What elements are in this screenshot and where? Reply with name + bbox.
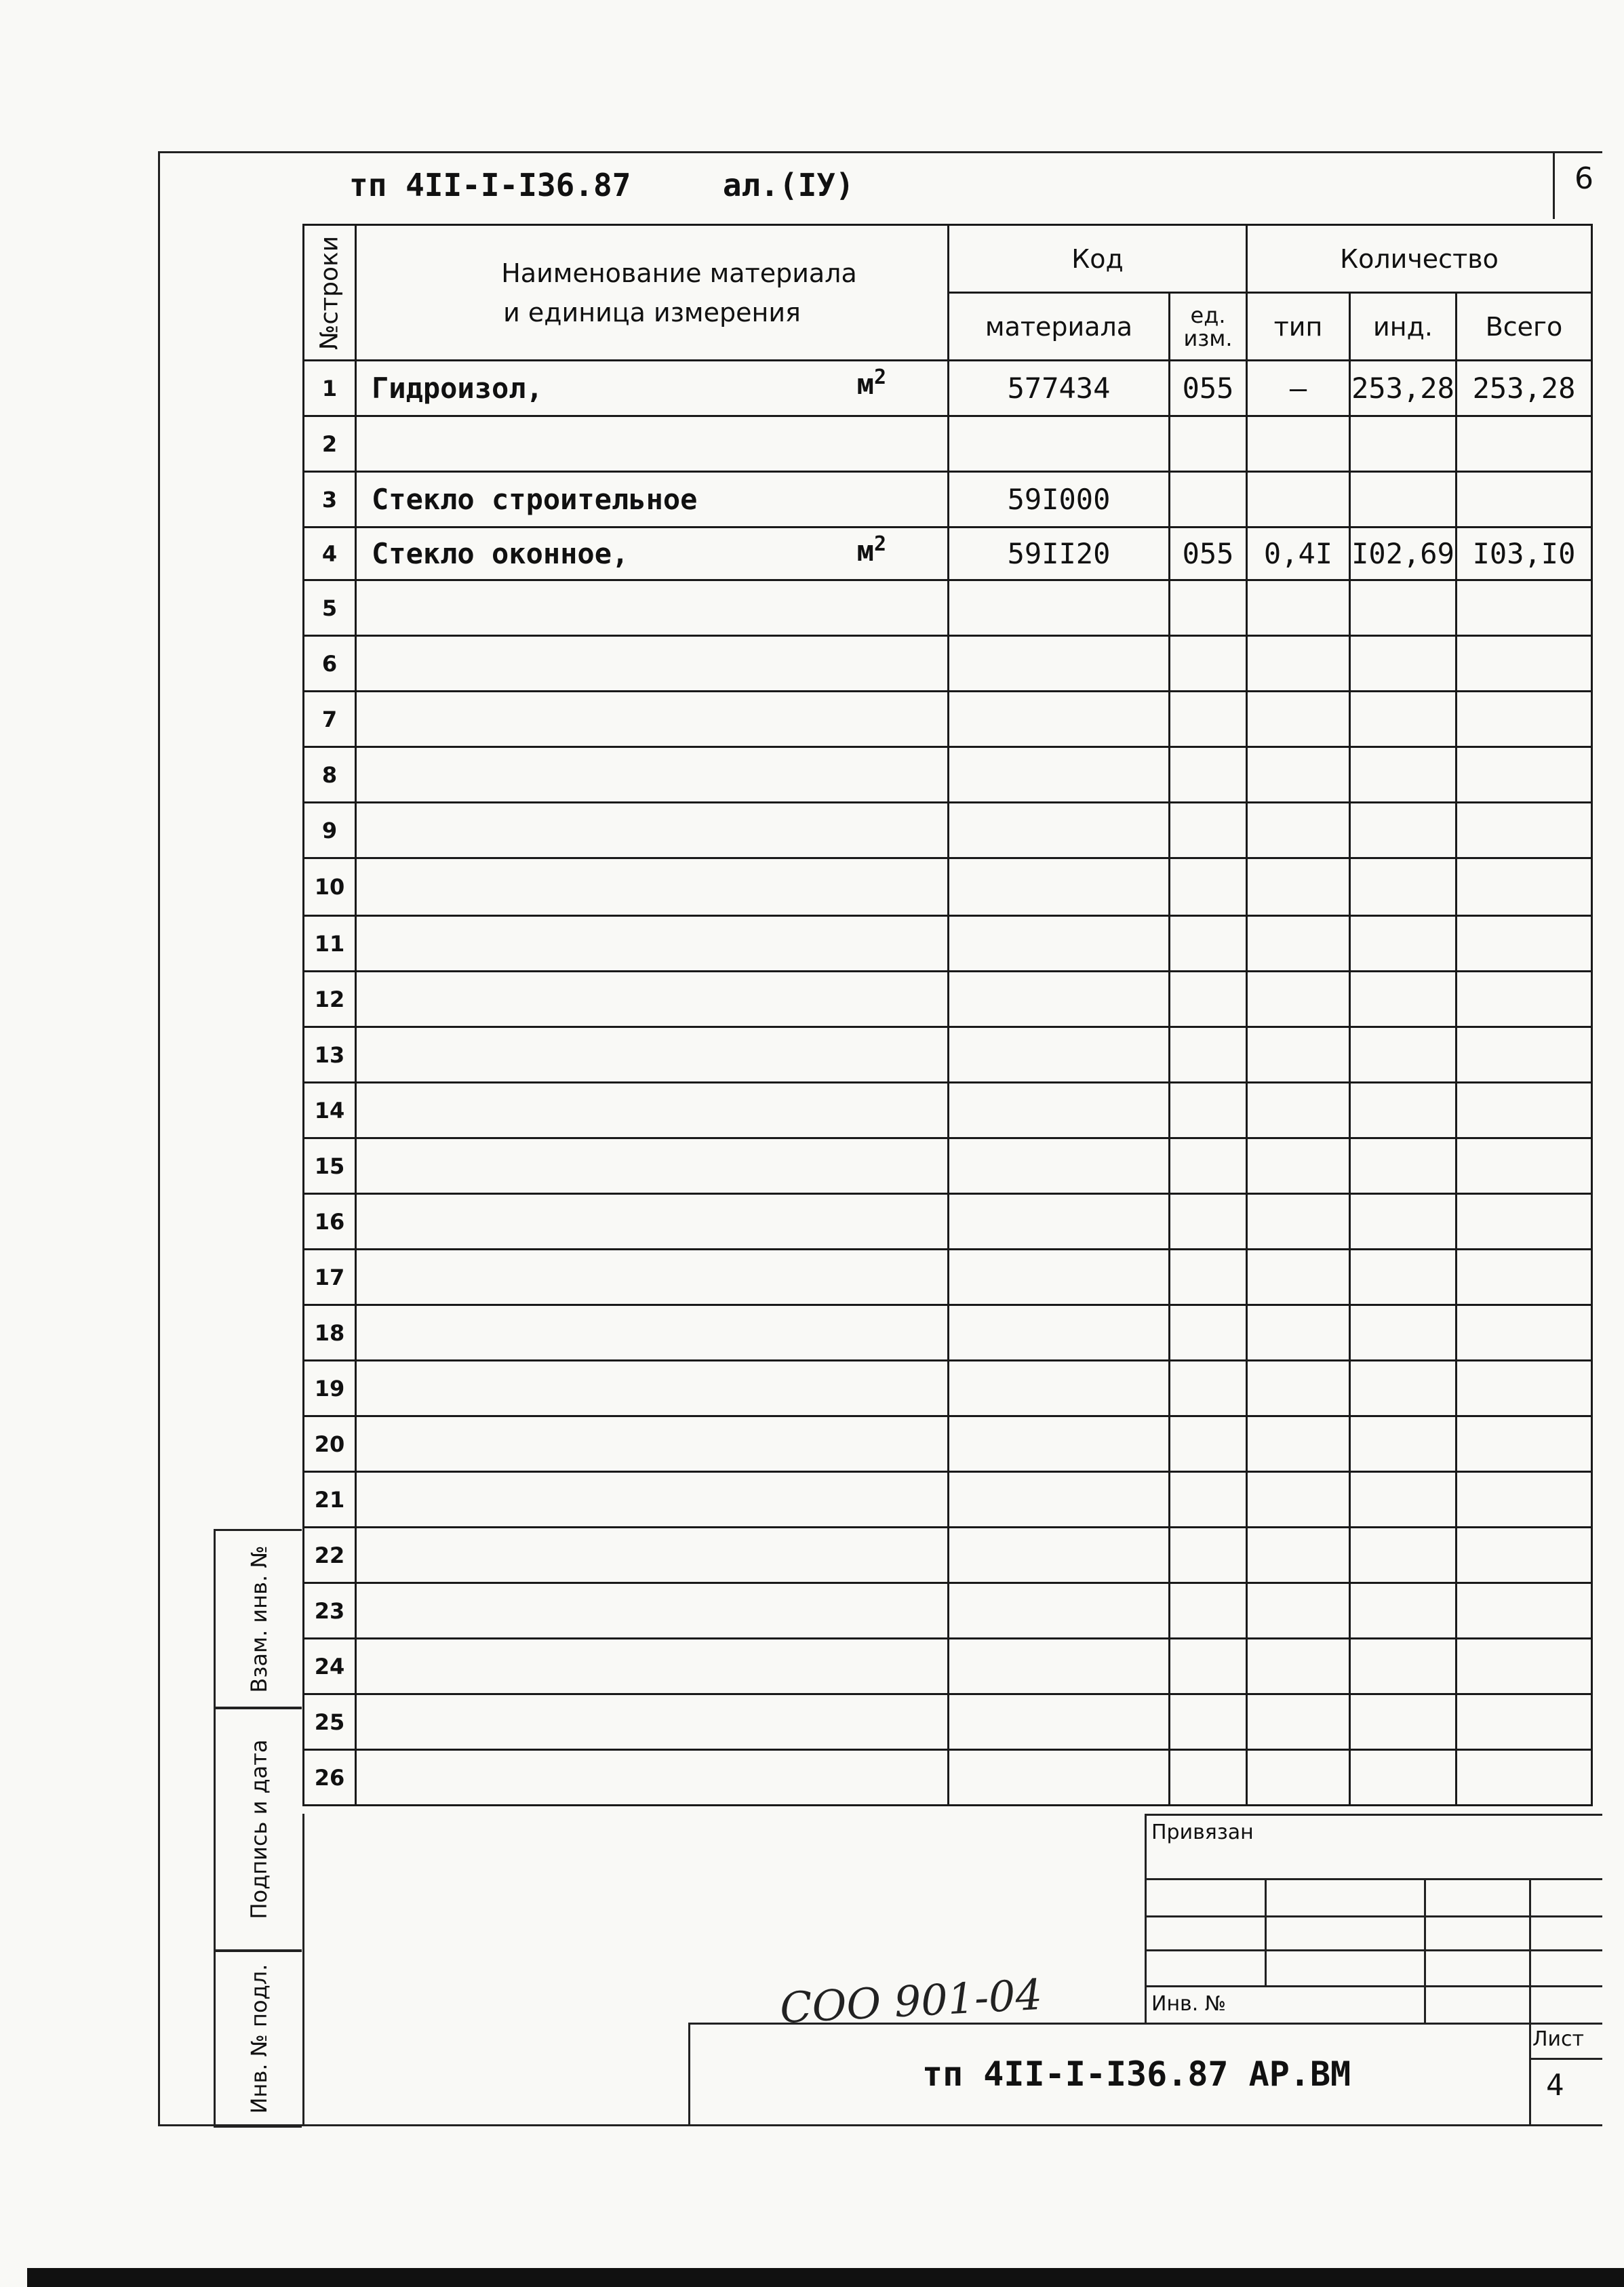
material-code (949, 1583, 1170, 1639)
title-line-1 (1145, 1878, 1602, 1880)
scan-edge-bar (27, 2268, 1624, 2287)
material-name (356, 361, 949, 416)
qty-type (1247, 1083, 1350, 1138)
qty-total (1457, 747, 1592, 803)
unit-code: 055 (1170, 361, 1247, 416)
material-name (356, 972, 949, 1027)
qty-ind (1350, 472, 1457, 528)
qty-total (1457, 1416, 1592, 1472)
material-name (356, 1083, 949, 1138)
material-code (949, 1083, 1170, 1138)
material-code (949, 1750, 1170, 1806)
unit-code: 055 (1170, 528, 1247, 580)
qty-ind (1350, 1416, 1457, 1472)
table-row (304, 580, 1592, 636)
qty-ind (1350, 858, 1457, 916)
unit-code (1170, 580, 1247, 636)
document-code: тп 4II-I-I36.87 АР.ВМ (922, 2054, 1351, 2094)
table-row (304, 1138, 1592, 1194)
material-code (949, 1250, 1170, 1305)
qty-ind (1350, 1361, 1457, 1416)
unit-code (1170, 1416, 1247, 1472)
table-row (304, 472, 1592, 528)
material-code (949, 1361, 1170, 1416)
material-code (949, 1694, 1170, 1750)
material-code (949, 858, 1170, 916)
qty-type (1247, 1305, 1350, 1361)
header-album: ал.(IУ) (722, 167, 854, 203)
row-number: 3 (304, 472, 356, 528)
unit-code (1170, 692, 1247, 747)
material-name (356, 1528, 949, 1583)
unit-code (1170, 1083, 1247, 1138)
qty-total (1457, 1361, 1592, 1416)
row-number: 22 (304, 1528, 356, 1583)
table-row (304, 858, 1592, 916)
stamp-vzam: Взам. инв. № (214, 1529, 302, 1709)
qty-ind (1350, 636, 1457, 692)
title-left-border (302, 1814, 304, 2126)
qty-ind (1350, 692, 1457, 747)
title-privyazan-left (1145, 1814, 1147, 2024)
material-name (356, 1361, 949, 1416)
material-code (949, 1528, 1170, 1583)
qty-ind (1350, 416, 1457, 472)
unit-code (1170, 1250, 1247, 1305)
header-quantity-group: Количество (1247, 225, 1592, 293)
material-unit (857, 532, 886, 568)
row-number: 15 (304, 1138, 356, 1194)
row-number: 19 (304, 1361, 356, 1416)
table-row (304, 1750, 1592, 1806)
qty-total (1457, 1528, 1592, 1583)
qty-total (1457, 1027, 1592, 1083)
material-name (356, 1250, 949, 1305)
qty-ind (1350, 1639, 1457, 1694)
unit-code (1170, 747, 1247, 803)
unit-exponent: 2 (873, 532, 886, 556)
qty-type (1247, 972, 1350, 1027)
sheet-label: Лист (1532, 2027, 1585, 2051)
row-number: 25 (304, 1694, 356, 1750)
material-name (356, 1472, 949, 1528)
stamp-inv-podl: Инв. № подл. (214, 1950, 302, 2128)
unit-code (1170, 636, 1247, 692)
material-code (949, 916, 1170, 972)
unit-base: м (856, 367, 874, 401)
material-code: 577434 (949, 361, 1170, 416)
qty-total (1457, 1750, 1592, 1806)
qty-ind (1350, 747, 1457, 803)
material-name (356, 472, 949, 528)
material-code (949, 747, 1170, 803)
row-number: 2 (304, 416, 356, 472)
qty-type (1247, 416, 1350, 472)
row-number: 11 (304, 916, 356, 972)
qty-total (1457, 803, 1592, 858)
table-row (304, 1027, 1592, 1083)
material-code (949, 803, 1170, 858)
qty-total: I03,I0 (1457, 528, 1592, 580)
unit-code (1170, 1750, 1247, 1806)
qty-type (1247, 1027, 1350, 1083)
stamp-podpis: Подпись и дата (214, 1707, 302, 1951)
qty-ind (1350, 1083, 1457, 1138)
material-name (356, 916, 949, 972)
qty-total (1457, 472, 1592, 528)
qty-ind (1350, 1027, 1457, 1083)
header-qty-total: Всего (1457, 293, 1592, 361)
unit-code (1170, 1639, 1247, 1694)
material-code (949, 1416, 1170, 1472)
row-number: 18 (304, 1305, 356, 1361)
material-code (949, 972, 1170, 1027)
qty-type: – (1247, 361, 1350, 416)
unit-code (1170, 1027, 1247, 1083)
row-number: 13 (304, 1027, 356, 1083)
unit-code (1170, 803, 1247, 858)
unit-code (1170, 1583, 1247, 1639)
qty-total (1457, 858, 1592, 916)
page-number-divider (1553, 151, 1555, 219)
row-number: 8 (304, 747, 356, 803)
unit-code (1170, 1305, 1247, 1361)
qty-type (1247, 858, 1350, 916)
unit-exponent: 2 (873, 365, 886, 389)
qty-ind (1350, 1138, 1457, 1194)
qty-type (1247, 1639, 1350, 1694)
qty-total (1457, 916, 1592, 972)
material-name (356, 1027, 949, 1083)
qty-ind: I02,69 (1350, 528, 1457, 580)
unit-code (1170, 972, 1247, 1027)
unit-code (1170, 858, 1247, 916)
qty-type (1247, 1250, 1350, 1305)
title-vline-2 (1424, 1878, 1426, 2024)
material-name (356, 1138, 949, 1194)
material-name-text: Стекло строительное (372, 483, 698, 516)
table-row (304, 1083, 1592, 1138)
row-number: 20 (304, 1416, 356, 1472)
handwritten-code: COO 901-04 (778, 1969, 1044, 2033)
qty-ind (1350, 1694, 1457, 1750)
material-name (356, 858, 949, 916)
material-name (356, 580, 949, 636)
unit-code (1170, 1138, 1247, 1194)
unit-base: м (856, 534, 874, 568)
qty-total: 253,28 (1457, 361, 1592, 416)
qty-total (1457, 416, 1592, 472)
materials-table (302, 224, 1593, 1806)
table-row (304, 1416, 1592, 1472)
qty-type (1247, 692, 1350, 747)
qty-type: 0,4I (1247, 528, 1350, 580)
title-line-3 (1145, 1949, 1602, 1951)
material-name (356, 416, 949, 472)
qty-ind (1350, 1583, 1457, 1639)
qty-type (1247, 1528, 1350, 1583)
qty-ind (1350, 972, 1457, 1027)
unit-code (1170, 1472, 1247, 1528)
material-name (356, 1694, 949, 1750)
row-number: 4 (304, 528, 356, 580)
qty-total (1457, 636, 1592, 692)
row-number: 12 (304, 972, 356, 1027)
row-number: 26 (304, 1750, 356, 1806)
material-code (949, 1194, 1170, 1250)
table-row (304, 747, 1592, 803)
unit-code (1170, 1194, 1247, 1250)
row-number: 16 (304, 1194, 356, 1250)
title-vline-3 (1529, 1878, 1531, 2126)
material-name (356, 636, 949, 692)
table-row (304, 1694, 1592, 1750)
table-row (304, 972, 1592, 1027)
material-code (949, 692, 1170, 747)
qty-total (1457, 1083, 1592, 1138)
material-code (949, 636, 1170, 692)
row-number: 10 (304, 858, 356, 916)
header-qty-ind: инд. (1350, 293, 1457, 361)
qty-total (1457, 1138, 1592, 1194)
header-material-name: Наименование материала и единица измерения (356, 225, 949, 361)
material-code (949, 1639, 1170, 1694)
table-row (304, 1583, 1592, 1639)
material-name-text: Гидроизол, (372, 372, 543, 405)
qty-total (1457, 1639, 1592, 1694)
header-code: тп 4II-I-I36.87 (349, 167, 631, 203)
frame-bottom-line (158, 2124, 1602, 2126)
qty-total (1457, 1694, 1592, 1750)
qty-type (1247, 803, 1350, 858)
inv-no-label: Инв. № (1151, 1992, 1227, 2016)
material-name (356, 1416, 949, 1472)
table-row (304, 1250, 1592, 1305)
row-number: 7 (304, 692, 356, 747)
qty-type (1247, 1138, 1350, 1194)
qty-ind (1350, 803, 1457, 858)
qty-ind: 253,28 (1350, 361, 1457, 416)
unit-code (1170, 916, 1247, 972)
qty-type (1247, 1472, 1350, 1528)
privyazan-label: Привязан (1151, 1821, 1254, 1844)
title-main-left-line (688, 2023, 690, 2126)
qty-total (1457, 1305, 1592, 1361)
row-number: 24 (304, 1639, 356, 1694)
material-name (356, 1194, 949, 1250)
table-row (304, 1194, 1592, 1250)
qty-ind (1350, 916, 1457, 972)
qty-ind (1350, 580, 1457, 636)
material-name-text: Стекло оконное, (372, 537, 629, 570)
qty-total (1457, 972, 1592, 1027)
row-number: 5 (304, 580, 356, 636)
material-name (356, 1583, 949, 1639)
row-number: 21 (304, 1472, 356, 1528)
unit-code (1170, 1694, 1247, 1750)
qty-type (1247, 1750, 1350, 1806)
unit-code (1170, 1361, 1247, 1416)
material-name (356, 1750, 949, 1806)
qty-ind (1350, 1750, 1457, 1806)
material-code: 59II20 (949, 528, 1170, 580)
qty-type (1247, 580, 1350, 636)
table-row (304, 916, 1592, 972)
qty-total (1457, 692, 1592, 747)
table-row (304, 1472, 1592, 1528)
table-row (304, 1528, 1592, 1583)
material-name (356, 1639, 949, 1694)
unit-code (1170, 1528, 1247, 1583)
qty-ind (1350, 1250, 1457, 1305)
header-qty-type: тип (1247, 293, 1350, 361)
qty-total (1457, 1250, 1592, 1305)
qty-type (1247, 1694, 1350, 1750)
sheet-divider (1529, 2058, 1602, 2060)
material-code (949, 1305, 1170, 1361)
qty-total (1457, 1194, 1592, 1250)
table-row (304, 528, 1592, 580)
table-row (304, 1361, 1592, 1416)
material-code (949, 1138, 1170, 1194)
qty-ind (1350, 1305, 1457, 1361)
material-code (949, 1472, 1170, 1528)
qty-ind (1350, 1472, 1457, 1528)
page-number: 6 (1575, 161, 1593, 196)
qty-type (1247, 916, 1350, 972)
qty-type (1247, 1583, 1350, 1639)
material-name (356, 692, 949, 747)
row-number: 1 (304, 361, 356, 416)
title-vline-1 (1265, 1878, 1267, 1987)
header-code-unit: ед. изм. (1170, 293, 1247, 361)
table-row (304, 361, 1592, 416)
material-name (356, 528, 949, 580)
material-code (949, 416, 1170, 472)
qty-type (1247, 636, 1350, 692)
qty-type (1247, 747, 1350, 803)
header-code-material: материала (949, 293, 1170, 361)
unit-code (1170, 416, 1247, 472)
qty-ind (1350, 1194, 1457, 1250)
header-code-group: Код (949, 225, 1247, 293)
qty-type (1247, 1194, 1350, 1250)
row-number: 23 (304, 1583, 356, 1639)
qty-type (1247, 1361, 1350, 1416)
material-code (949, 580, 1170, 636)
sheet-number: 4 (1546, 2068, 1564, 2103)
row-number: 14 (304, 1083, 356, 1138)
material-code (949, 1027, 1170, 1083)
table-row (304, 692, 1592, 747)
material-code: 59I000 (949, 472, 1170, 528)
table-row (304, 803, 1592, 858)
title-line-4 (1145, 1985, 1602, 1987)
unit-code (1170, 472, 1247, 528)
qty-total (1457, 580, 1592, 636)
title-top-line (1145, 1814, 1602, 1816)
material-unit (857, 365, 886, 401)
header-row-number: №строки (304, 225, 356, 361)
qty-total (1457, 1583, 1592, 1639)
table-row (304, 416, 1592, 472)
table-row (304, 636, 1592, 692)
material-name (356, 747, 949, 803)
document-header (349, 167, 854, 203)
material-name (356, 1305, 949, 1361)
qty-ind (1350, 1528, 1457, 1583)
row-number: 6 (304, 636, 356, 692)
table-row (304, 1305, 1592, 1361)
qty-total (1457, 1472, 1592, 1528)
qty-type (1247, 1416, 1350, 1472)
qty-type (1247, 472, 1350, 528)
title-line-2 (1145, 1915, 1602, 1917)
row-number: 9 (304, 803, 356, 858)
material-name (356, 803, 949, 858)
row-number: 17 (304, 1250, 356, 1305)
table-row (304, 1639, 1592, 1694)
